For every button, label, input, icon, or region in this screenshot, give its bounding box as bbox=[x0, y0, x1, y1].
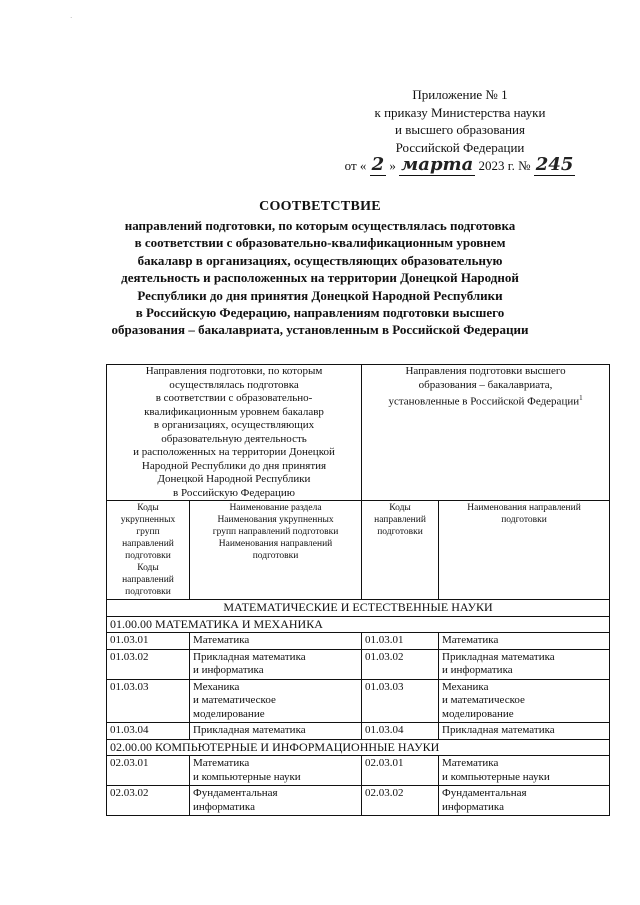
column-header-row bbox=[107, 501, 610, 600]
table-row bbox=[107, 786, 610, 816]
order-date-line bbox=[330, 156, 590, 175]
group-title: 01.00.00 МАТЕМАТИКА И МЕХАНИКА bbox=[107, 616, 610, 633]
group-title: 02.00.00 КОМПЬЮТЕРНЫЕ И ИНФОРМАЦИОННЫЕ НАУКИ bbox=[107, 739, 610, 756]
title-line: в соответствии с образовательно-квалификационным уровнем bbox=[134, 235, 506, 251]
title-line: бакалавр в организациях, осуществляющих образовательную bbox=[137, 252, 503, 268]
title-line: образования – бакалавриата, установленным в Российской Федерации bbox=[111, 322, 529, 338]
target-code: 02.03.01 bbox=[362, 756, 439, 786]
source-name: Фундаментальная информатика bbox=[190, 786, 362, 816]
title-line: деятельность и расположенных на территории Донецкой Народной bbox=[121, 270, 519, 286]
source-code: 01.03.01 bbox=[107, 633, 190, 650]
section-title: МАТЕМАТИЧЕСКИЕ И ЕСТЕСТВЕННЫЕ НАУКИ bbox=[107, 600, 610, 617]
title-line: в Российскую Федерацию, направлениям подготовки высшего bbox=[135, 305, 505, 321]
title-line: Республики до дня принятия Донецкой Народной Республики bbox=[137, 287, 503, 303]
source-name: Математика и компьютерные науки bbox=[190, 756, 362, 786]
section-row bbox=[107, 600, 610, 617]
appendix-line: Российской Федерации bbox=[395, 139, 525, 155]
target-code: 01.03.01 bbox=[362, 633, 439, 650]
source-code: 01.03.04 bbox=[107, 723, 190, 740]
header-right: Направления подготовки высшего образования – бакалавриата, установленные в Российской Федерации$^1$ bbox=[362, 365, 610, 501]
target-name: Математика и компьютерные науки bbox=[439, 756, 610, 786]
title-heading: СООТВЕТСТВИЕ bbox=[259, 199, 381, 214]
order-day: 2 bbox=[371, 154, 385, 175]
document-title bbox=[60, 199, 580, 339]
col-header-group-codes: Коды укрупненных групп направлений подготовки Коды направлений подготовки bbox=[107, 501, 190, 600]
col-header-group-names: Наименование раздела Наименования укрупненных групп направлений подготовки Наименования направлений подготовки bbox=[190, 501, 362, 600]
target-code: 01.03.04 bbox=[362, 723, 439, 740]
source-code: 01.03.03 bbox=[107, 679, 190, 723]
table-row bbox=[107, 633, 610, 650]
scan-mark: · bbox=[70, 14, 73, 22]
correspondence-table bbox=[106, 364, 610, 816]
target-code: 01.03.02 bbox=[362, 649, 439, 679]
appendix-line: Приложение № 1 bbox=[412, 87, 508, 102]
footnote-mark: 1 bbox=[579, 394, 583, 402]
table-header-row bbox=[107, 365, 610, 501]
target-code: 01.03.03 bbox=[362, 679, 439, 723]
col-header-codes: Коды направлений подготовки bbox=[362, 501, 439, 600]
source-name: Математика bbox=[190, 633, 362, 650]
target-name: Фундаментальная информатика bbox=[439, 786, 610, 816]
target-name: Математика bbox=[439, 633, 610, 650]
group-row bbox=[107, 616, 610, 633]
table-row bbox=[107, 679, 610, 723]
group-row bbox=[107, 739, 610, 756]
appendix-block bbox=[330, 86, 590, 175]
source-code: 02.03.01 bbox=[107, 756, 190, 786]
appendix-line: и высшего образования bbox=[395, 122, 525, 137]
table-row bbox=[107, 756, 610, 786]
source-name: Прикладная математика bbox=[190, 723, 362, 740]
source-name: Прикладная математика и информатика bbox=[190, 649, 362, 679]
target-name: Прикладная математика и информатика bbox=[439, 649, 610, 679]
order-number: 245 bbox=[535, 154, 574, 175]
target-name: Механика и математическое моделирование bbox=[439, 679, 610, 723]
order-month: марта bbox=[401, 154, 474, 175]
order-prefix: от « bbox=[344, 158, 367, 173]
table-row bbox=[107, 649, 610, 679]
col-header-names: Наименования направлений подготовки bbox=[439, 501, 610, 600]
target-code: 02.03.02 bbox=[362, 786, 439, 816]
source-name: Механика и математическое моделирование bbox=[190, 679, 362, 723]
target-name: Прикладная математика bbox=[439, 723, 610, 740]
table-row bbox=[107, 723, 610, 740]
title-line: направлений подготовки, по которым осуществлялась подготовка bbox=[124, 218, 516, 233]
source-code: 01.03.02 bbox=[107, 649, 190, 679]
order-mid: » bbox=[389, 158, 396, 173]
source-code: 02.03.02 bbox=[107, 786, 190, 816]
appendix-line: к приказу Министерства науки bbox=[374, 104, 546, 120]
order-year: 2023 г. № bbox=[478, 158, 531, 173]
header-left: Направления подготовки, по которым осуществлялась подготовка в соответствии с образовательно- квалификационным уровнем бакалавр в организациях, осуществляющих образовательную деятельность и расположенных на территории Донецкой Народной Республики до дня принятия Донецкой Народной Республики в Российскую Федерацию bbox=[107, 365, 362, 501]
